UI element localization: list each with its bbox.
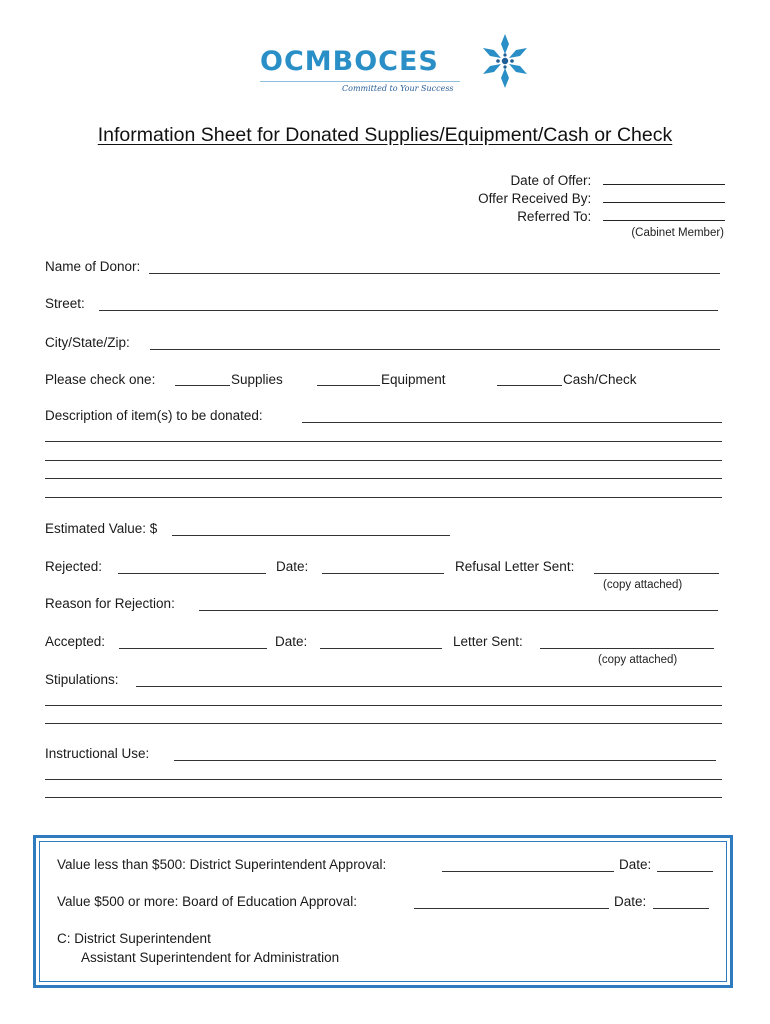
over-500-date-field[interactable] [653, 908, 709, 909]
instructional-use-label: Instructional Use: [45, 746, 150, 761]
description-field-4[interactable] [45, 478, 722, 479]
cabinet-member-note: (Cabinet Member) [631, 227, 724, 239]
donor-name-label: Name of Donor: [45, 259, 141, 274]
referred-to-label: Referred To: [517, 209, 592, 224]
offer-received-row [478, 190, 725, 206]
snowflake-icon [480, 32, 530, 90]
supplies-checkbox[interactable] [175, 385, 230, 386]
accepted-date-label: Date: [275, 634, 308, 649]
stipulations-field-1[interactable] [136, 686, 722, 687]
offer-received-field[interactable] [603, 190, 725, 203]
accepted-copy-note: (copy attached) [598, 654, 678, 666]
cc-district-superintendent: C: District Superintendent [57, 931, 211, 946]
date-of-offer-field[interactable] [603, 172, 725, 185]
ocmboces-logo [258, 32, 528, 96]
estimated-value-label: Estimated Value: $ [45, 521, 158, 536]
estimated-value-field[interactable] [172, 535, 450, 536]
superintendent-approval-field[interactable] [442, 871, 614, 872]
description-label: Description of item(s) to be donated: [45, 408, 263, 423]
letter-sent-field[interactable] [540, 648, 714, 649]
page-title: Information Sheet for Donated Supplies/Equipment/Cash or Check [97, 124, 673, 146]
check-one-label: Please check one: [45, 372, 156, 387]
street-field[interactable] [99, 310, 718, 311]
cash-check-checkbox[interactable] [497, 385, 562, 386]
rejection-reason-label: Reason for Rejection: [45, 596, 175, 611]
offer-received-label: Offer Received By: [478, 191, 592, 206]
accepted-date-field[interactable] [320, 648, 442, 649]
under-500-date-field[interactable] [657, 871, 713, 872]
cash-check-label: Cash/Check [563, 372, 637, 387]
under-500-label: Value less than $500: District Superintendent Approval: [57, 857, 387, 872]
board-approval-field[interactable] [414, 908, 609, 909]
over-500-label: Value $500 or more: Board of Education Approval: [57, 894, 357, 909]
supplies-label: Supplies [231, 372, 283, 387]
over-500-date-label: Date: [614, 894, 647, 909]
stipulations-label: Stipulations: [45, 672, 119, 687]
stipulations-field-2[interactable] [45, 705, 722, 706]
description-field-5[interactable] [45, 497, 722, 498]
city-state-zip-label: City/State/Zip: [45, 335, 130, 350]
accepted-field[interactable] [119, 648, 267, 649]
description-field-3[interactable] [45, 460, 722, 461]
under-500-date-label: Date: [619, 857, 652, 872]
referred-to-row [517, 208, 725, 224]
stipulations-field-3[interactable] [45, 723, 722, 724]
logo-wordmark: OCMBOCES [260, 46, 439, 77]
rejection-reason-field[interactable] [199, 610, 718, 611]
rejected-label: Rejected: [45, 559, 103, 574]
street-label: Street: [45, 296, 85, 311]
description-field-1[interactable] [302, 422, 722, 423]
refusal-copy-note: (copy attached) [603, 579, 683, 591]
equipment-checkbox[interactable] [317, 385, 380, 386]
rejected-field[interactable] [118, 573, 266, 574]
description-field-2[interactable] [45, 441, 722, 442]
rejected-date-field[interactable] [322, 573, 444, 574]
donor-name-field[interactable] [149, 273, 720, 274]
equipment-label: Equipment [381, 372, 446, 387]
instructional-use-field-3[interactable] [45, 797, 722, 798]
date-of-offer-label: Date of Offer: [510, 173, 592, 188]
referred-to-field[interactable] [603, 208, 725, 221]
letter-sent-label: Letter Sent: [453, 634, 523, 649]
approval-box [33, 835, 733, 988]
instructional-use-field-2[interactable] [45, 779, 722, 780]
date-of-offer-row [510, 172, 725, 188]
rejected-date-label: Date: [276, 559, 309, 574]
logo-tagline: Committed to Your Success [342, 84, 454, 93]
logo-rule [260, 81, 460, 82]
instructional-use-field-1[interactable] [174, 760, 716, 761]
cc-assistant-superintendent: Assistant Superintendent for Administration [81, 950, 340, 965]
refusal-letter-field[interactable] [594, 573, 719, 574]
accepted-label: Accepted: [45, 634, 106, 649]
city-state-zip-field[interactable] [150, 349, 720, 350]
refusal-letter-label: Refusal Letter Sent: [455, 559, 575, 574]
